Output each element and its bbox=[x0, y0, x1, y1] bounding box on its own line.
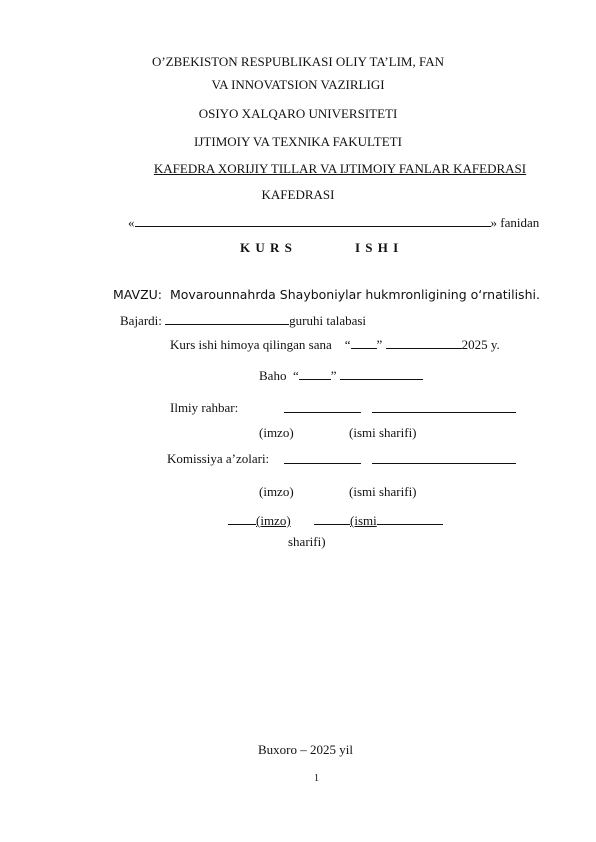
defense-close-quote: ” bbox=[376, 337, 383, 352]
subject-open-quote: « bbox=[128, 215, 135, 230]
topic-text: Movarounnahrda Shayboniylar hukmronligining o‘rnatilishi. bbox=[169, 287, 540, 302]
topic-line bbox=[113, 287, 540, 303]
defense-open-quote: “ bbox=[344, 337, 351, 352]
supervisor-label: Ilmiy rahbar: bbox=[170, 400, 239, 415]
commission-sign-line bbox=[284, 451, 361, 468]
supervisor-sign-line bbox=[284, 400, 361, 417]
subject-blank bbox=[135, 214, 491, 227]
grade-blank bbox=[299, 367, 331, 380]
grade-line bbox=[259, 367, 423, 384]
commission-name-caption: (ismi sharifi) bbox=[349, 484, 417, 499]
city-year: Buxoro – 2025 yil bbox=[258, 742, 353, 757]
faculty-name: IJTIMOIY VA TEXNIKA FAKULTETI bbox=[194, 134, 402, 149]
commission-name-caption-2a: (ismi bbox=[350, 513, 377, 528]
subject-line bbox=[128, 214, 539, 231]
ministry-line-1: O’ZBEKISTON RESPUBLIKASI OLIY TA’LIM, FAN bbox=[151, 54, 445, 69]
grade-open-quote: “ bbox=[292, 368, 299, 383]
commission-sign-blank bbox=[284, 451, 361, 464]
commission-sign-row-2 bbox=[228, 512, 291, 529]
commission-name-line bbox=[372, 451, 516, 468]
commission-name-blank-2b bbox=[377, 512, 443, 525]
grade-word-blank bbox=[340, 367, 423, 380]
supervisor-name-blank bbox=[372, 400, 516, 413]
defense-label: Kurs ishi himoya qilingan sana bbox=[170, 337, 332, 352]
student-group-suffix: guruhi talabasi bbox=[289, 313, 367, 328]
commission-name-row-2 bbox=[314, 512, 443, 529]
supervisor-sign-caption: (imzo) bbox=[259, 425, 294, 440]
commission-name-blank-2a bbox=[314, 512, 350, 525]
university-name: OSIYO XALQARO UNIVERSITETI bbox=[198, 106, 398, 121]
student-label: Bajardi: bbox=[120, 313, 162, 328]
defense-date-line bbox=[170, 336, 500, 353]
commission-sign-blank-2 bbox=[228, 512, 256, 525]
defense-month-blank bbox=[386, 336, 462, 349]
commission-sign-caption-2: (imzo) bbox=[256, 513, 291, 528]
topic-label: MAVZU: bbox=[113, 287, 163, 302]
commission-sign-caption: (imzo) bbox=[259, 484, 294, 499]
student-line bbox=[120, 312, 366, 329]
ministry-line-2: VA INNOVATSION VAZIRLIGI bbox=[211, 77, 385, 92]
supervisor-name-line bbox=[372, 400, 516, 417]
title-word-kurs: K U R S bbox=[240, 240, 293, 255]
defense-year: 2025 y. bbox=[461, 337, 500, 352]
page-number: 1 bbox=[314, 773, 319, 784]
commission-name-caption-2b: sharifi) bbox=[288, 534, 326, 549]
subject-suffix: » fanidan bbox=[490, 215, 540, 230]
commission-label: Komissiya a’zolari: bbox=[167, 451, 270, 466]
grade-close-quote: ” bbox=[330, 368, 337, 383]
grade-label: Baho bbox=[259, 368, 287, 383]
department-tail: KAFEDRASI bbox=[261, 187, 335, 202]
defense-day-blank bbox=[351, 336, 377, 349]
title-word-ishi: I S H I bbox=[355, 240, 400, 255]
supervisor-name-caption: (ismi sharifi) bbox=[349, 425, 417, 440]
commission-name-blank bbox=[372, 451, 516, 464]
student-name-blank bbox=[165, 312, 289, 325]
department-name: KAFEDRA XORIJIY TILLAR VA IJTIMOIY FANLAR KAFEDRASI bbox=[153, 161, 527, 176]
supervisor-sign-blank bbox=[284, 400, 361, 413]
